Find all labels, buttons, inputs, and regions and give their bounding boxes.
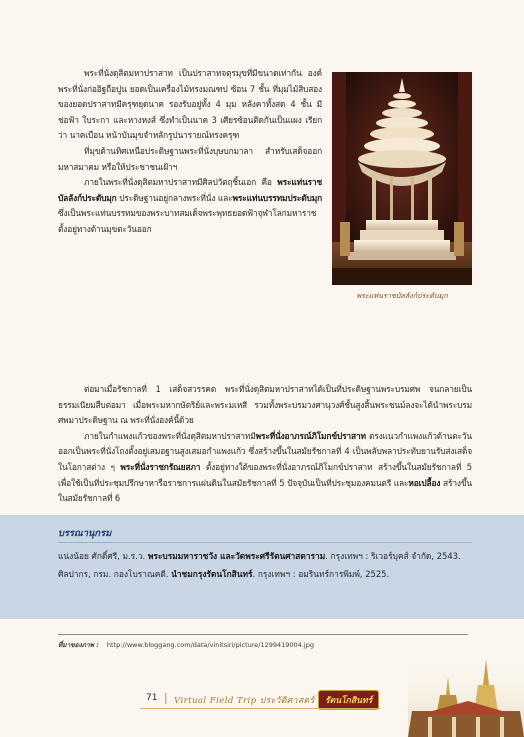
text-run: แน่งน้อย ศักดิ์ศรี, ม.ร.ว.	[58, 551, 148, 561]
text-run: . กรุงเทพฯ : อมรินทร์การพิมพ์, 2525.	[252, 569, 390, 580]
image-source	[58, 640, 314, 650]
bold-term: พระแท่นบรรทมประดับมุก	[232, 192, 322, 203]
text-run: พระที่นั่งดุสิตมหาปราสาท เป็นปราสาทจตุรมุขที่มีขนาดเท่ากัน องค์พระที่นั่งก่ออิฐถือปูน ยอดเป็นเครื่องไม้ทรงมณฑป ซ้อน 7 ชั้น ที่มุมไม้สิบสองของยอดปราสาทมีครุฑยุดนาค รองรับอยู่ทั้ง 4 มุม หลังคาทั้งสด 4 ชั้น มีช่อฟ้า ใบระกา และหางหงส์ ซึ่งทำเป็นนาค 3 เศียรซ้อนติดกันเป็นแผง เรียกว่า นาคเบือน หน้าบันมุขจำหลักรูปนารายณ์ทรงครุฑ	[58, 68, 322, 141]
text-run: ตั้งอยู่ทางใต้ของพระที่นั่งอาภรณ์ภิโมกข์ปราสาท สร้างขึ้นในสมัยรัชกาลที่ 5 เพื่อใช้เป็นที่ประชุมปรึกษาหารือราชการแผ่นดินในสมัยรัชกาลที่ 5 ปัจจุบันเป็นที่ประชุมองคมนตรี และ	[58, 461, 472, 488]
paragraph	[58, 144, 322, 175]
bold-term: พระแท่นราชบัลลังก์ประดับมุก	[58, 177, 322, 203]
image-source-url[interactable]: http://www.bloggang.com/data/vinitsiri/picture/1299419004.jpg	[106, 641, 314, 649]
text-run: ตรงแนวกำแพงแก้วด้านตะวันออกเป็นพระที่นั่งโถงตั้งอยู่เสมอฐานสูงเสมอกำแพงแก้ว ซึ่งสร้างขึ้นในสมัยรัชกาลที่ 4 เป็นพลับพลาประทับยานรับส่งเสด็จในโอกาสต่าง ๆ	[58, 430, 472, 472]
paragraph	[58, 429, 472, 507]
text-run: ที่มุขด้านทิศเหนือประดิษฐานพระที่นั่งบุษบกมาลา สำหรับเสด็จออกมหาสมาคม หรือให้ประชาชนเฝ้าฯ	[58, 145, 322, 172]
bibliography-list	[58, 548, 472, 584]
paragraph	[58, 175, 322, 237]
text-run: ประดิษฐานอยู่กลางพระที่นั่ง และ	[116, 192, 233, 203]
mid-text-column	[58, 382, 472, 507]
series-title: Virtual Field Trip ประวัติศาสตร์	[174, 696, 315, 706]
text-run: ต่อมาเมื่อรัชกาลที่ 1 เสด็จสวรรคต พระที่นั่งดุสิตมหาปราสาทได้เป็นที่ประดิษฐานพระบรมศพ จนกลายเป็นธรรมเนียมสืบต่อมา เมื่อพระมหากษัตริย์และพระมเหสี รวมทั้งพระบรมวงศานุวงศ์ชั้นสูงสิ้นพระชนม์ลงจะได้นำพระบรมศพมาประดิษฐาน ณ พระที่นั่งองค์นี้ด้วย	[58, 384, 472, 426]
photo-caption: พระแท่นราชบัลลังก์ประดับมุก	[356, 291, 448, 300]
bold-term: พระที่นั่งอาภรณ์ภิโมกข์ปราสาท	[255, 430, 366, 441]
page-footer	[140, 689, 400, 709]
bibliography-section	[0, 515, 524, 619]
bold-term: นำชมกรุงรัตนโกสินทร์	[171, 569, 253, 580]
footer-rule	[140, 708, 380, 709]
bibliography-divider	[58, 542, 472, 543]
source-divider	[58, 634, 468, 635]
image-source-label: ที่มาของภาพ :	[58, 641, 99, 649]
bibliography-title: บรรณานุกรม	[58, 528, 112, 539]
paragraph	[58, 382, 472, 429]
bold-term: หอเปลื้อง	[408, 477, 441, 488]
bibliography-entry	[58, 548, 472, 564]
footer-separator: |	[164, 691, 168, 704]
throne-illustration	[332, 72, 472, 285]
rattanakosin-logo: รัตนโกสินทร์	[318, 690, 379, 710]
text-run: ภายในกำแพงแก้วของพระที่นั่งดุสิตมหาปราสาทมี	[84, 430, 256, 441]
text-run: ภายในพระที่นั่งดุสิตมหาปราสาทมีศิลปวัตถุชิ้นเอก คือ	[84, 177, 278, 188]
temple-icon	[408, 655, 524, 737]
text-run: สร้างขึ้นในสมัยรัชกาลที่ 6	[58, 477, 472, 504]
bold-term: พระที่นั่งราชกรัณยสภา	[120, 461, 201, 472]
top-text-column	[58, 66, 322, 238]
text-run: . กรุงเทพฯ : ริเวอร์บุคส์ จำกัด, 2543.	[325, 551, 461, 561]
bibliography-entry	[58, 566, 472, 582]
text-run: ซึ่งเป็นพระแท่นบรรทมของพระบาทสมเด็จพระพุทธยอดฟ้าจุฬาโลกมหาราช ตั้งอยู่ทางด้านมุขตะวันออก	[58, 208, 317, 234]
bold-term: พระบรมมหาราชวัง และวัดพระศรีรัตนศาสดาราม	[147, 551, 326, 561]
text-run: ศิลปากร, กรม. กองโบราณคดี.	[58, 569, 172, 580]
page-number: 71	[146, 693, 158, 703]
paragraph	[58, 66, 322, 144]
throne-photo	[332, 72, 472, 285]
